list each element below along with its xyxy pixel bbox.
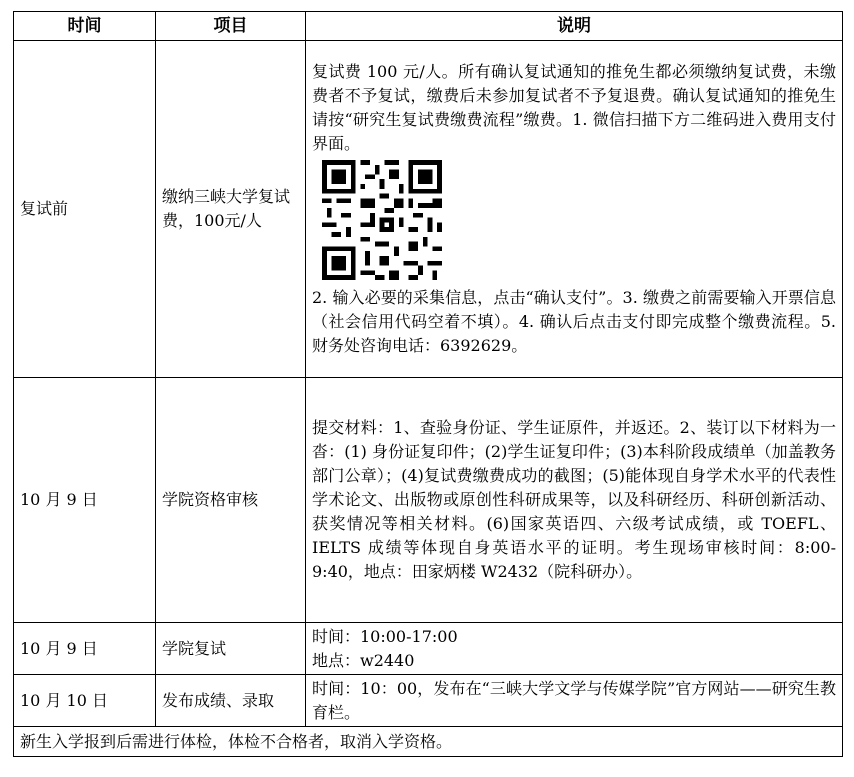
row-desc — [306, 675, 843, 727]
row-time: 10 月 9 日 — [14, 623, 156, 675]
desc-text-before-qr: 复试费 100 元/人。所有确认复试通知的推免生都必须缴纳复试费，未缴费者不予复试，缴费后未参加复试者不予复退费。确认复试通知的推免生请按“研究生复试费缴费流程”缴费。1. 微信扫描下方二维码进入费用支付界面。 — [312, 62, 836, 153]
desc-line-time: 时间：10:00-17:00 — [312, 626, 458, 646]
schedule-table — [13, 11, 843, 757]
footer-note-row — [14, 727, 843, 757]
desc-text: 提交材料：1、查验身份证、学生证原件，并返还。2、装订以下材料为一沓：(1) 身份证复印件；(2)学生证复印件；(3)本科阶段成绩单（加盖教务部门公章）；(4)复试费缴费成功的截图；(5)能体现自身学术水平的代表性学术论文、出版物或原创性科研成果等，以及科研经历、科研创新活动、获奖情况等相关材料。(6)国家英语四、六级考试成绩，或 TOEFL、IELTS 成绩等体现自身英语水平的证明。考生现场审核时间：8:00-9:40，地点：田家炳楼 W2432（院科研办）。 — [312, 418, 836, 581]
footer-note: 新生入学报到后需进行体检，体检不合格者，取消入学资格。 — [14, 727, 843, 757]
table-row — [14, 378, 843, 623]
table-header-row — [14, 12, 843, 41]
row-item: 学院资格审核 — [156, 378, 306, 623]
row-desc — [306, 41, 843, 378]
row-item: 发布成绩、录取 — [156, 675, 306, 727]
row-desc — [306, 623, 843, 675]
desc-text-after-qr: 2. 输入必要的采集信息，点击“确认支付”。3. 缴费之前需要输入开票信息（社会信用代码空着不填）。4. 确认后点击支付即完成整个缴费流程。5. 财务处咨询电话：6392629。 — [312, 288, 836, 355]
header-desc: 说明 — [306, 12, 843, 41]
table-row — [14, 41, 843, 378]
table-row — [14, 675, 843, 727]
table-row — [14, 623, 843, 675]
header-time: 时间 — [14, 12, 156, 41]
row-item: 学院复试 — [156, 623, 306, 675]
row-time: 10 月 10 日 — [14, 675, 156, 727]
row-desc — [306, 378, 843, 623]
row-time: 10 月 9 日 — [14, 378, 156, 623]
qr-code-icon — [322, 160, 442, 280]
row-item: 缴纳三峡大学复试费，100元/人 — [156, 41, 306, 378]
row-time: 复试前 — [14, 41, 156, 378]
header-item: 项目 — [156, 12, 306, 41]
desc-text: 时间：10：00，发布在“三峡大学文学与传媒学院”官方网站——研究生教育栏。 — [312, 678, 836, 722]
desc-line-place: 地点：w2440 — [312, 650, 415, 670]
